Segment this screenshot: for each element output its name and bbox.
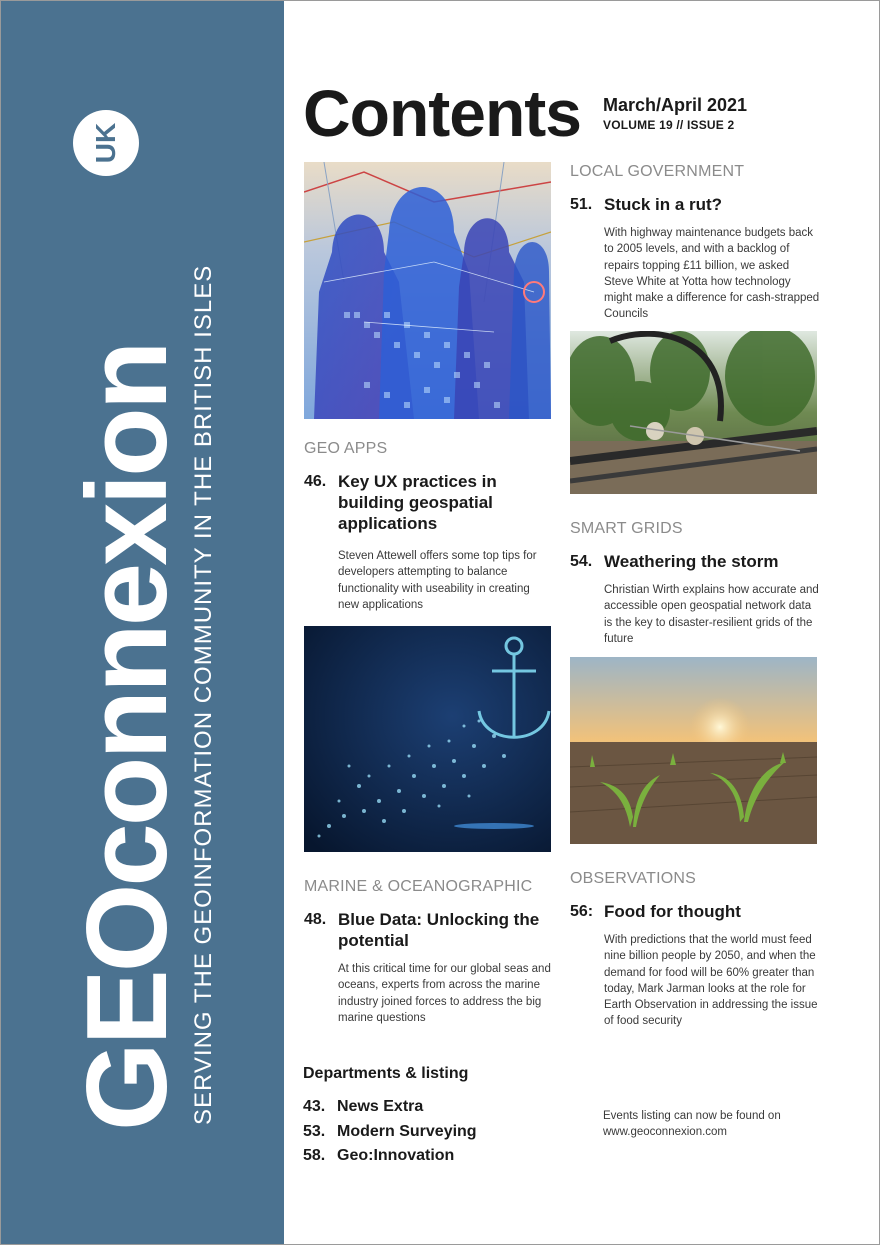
events-note: Events listing can now be found on www.geoconnexion.com — [603, 1110, 781, 1139]
page-title: Contents — [303, 76, 581, 150]
logo-wordmark: GEOconnexion — [64, 343, 191, 1131]
article-title[interactable]: Stuck in a rut? — [604, 195, 723, 214]
department-item-geo-innovation[interactable] — [303, 1144, 477, 1169]
article-description: With highway maintenance budgets back to 2005 levels, and with a backlog of repairs topping £11 billion, we asked Steve White at Yotta how technology might make a difference for cash-strapped Councils — [604, 227, 820, 321]
department-number: 53. — [303, 1122, 326, 1140]
issue-volume: VOLUME 19 // ISSUE 2 — [603, 118, 735, 132]
article-title[interactable]: Weathering the storm — [604, 552, 779, 571]
marine-image[interactable] — [304, 626, 551, 852]
section-label-geo-apps: GEO APPS — [304, 440, 388, 457]
article-number: 48. — [304, 911, 327, 928]
article-title[interactable]: Key UX practices in building geospatial applications — [338, 472, 497, 533]
local-government-image[interactable] — [570, 331, 817, 494]
uk-badge: UK — [73, 110, 139, 176]
article-46[interactable] — [304, 471, 554, 613]
section-label-local-government: LOCAL GOVERNMENT — [570, 163, 745, 180]
article-description: Steven Attewell offers some top tips for developers attempting to balance functionality with useability in creating new applications — [338, 550, 537, 611]
sidebar-band — [1, 1, 284, 1244]
article-56[interactable] — [570, 901, 820, 1030]
article-number: 56: — [570, 903, 594, 920]
article-number: 51. — [570, 196, 593, 213]
smart-grids-image[interactable] — [570, 657, 817, 844]
article-title[interactable]: Food for thought — [604, 902, 741, 921]
department-item-news-extra[interactable] — [303, 1095, 477, 1120]
article-54[interactable] — [570, 551, 820, 647]
department-label: News Extra — [337, 1098, 424, 1116]
article-description: At this critical time for our global seas and oceans, experts from across the marine industry joined forces to address the big marine questions — [338, 963, 551, 1024]
department-label: Modern Surveying — [337, 1122, 477, 1140]
article-51[interactable] — [570, 194, 820, 323]
department-label: Geo:Innovation — [337, 1147, 455, 1165]
logo — [64, 122, 191, 1131]
department-item-modern-surveying[interactable] — [303, 1120, 477, 1145]
section-label-observations: OBSERVATIONS — [570, 870, 696, 887]
geo-apps-image[interactable] — [304, 162, 551, 419]
issue-date: March/April 2021 — [603, 95, 748, 115]
article-48[interactable] — [304, 909, 554, 1026]
article-description: Christian Wirth explains how accurate and accessible open geospatial network data is the key to disaster-resilient grids of the future — [604, 584, 819, 645]
departments-list — [303, 1095, 477, 1169]
article-title[interactable]: Blue Data: Unlocking the potential — [338, 910, 540, 950]
tagline: SERVING THE GEOINFORMATION COMMUNITY IN THE BRITISH ISLES — [190, 264, 217, 1125]
section-label-marine: MARINE & OCEANOGRAPHIC — [304, 878, 533, 895]
article-description: With predictions that the world must feed nine billion people by 2050, and when the demand for food will be 60% greater than today, Mark Jarman looks at the role for Earth Observation in addressing the issue of food security — [604, 934, 818, 1028]
article-number: 54. — [570, 553, 593, 570]
article-number: 46. — [304, 473, 327, 490]
department-number: 58. — [303, 1147, 326, 1165]
section-label-smart-grids: SMART GRIDS — [570, 520, 683, 537]
department-number: 43. — [303, 1098, 326, 1116]
departments-title: Departments & listing — [303, 1065, 469, 1082]
